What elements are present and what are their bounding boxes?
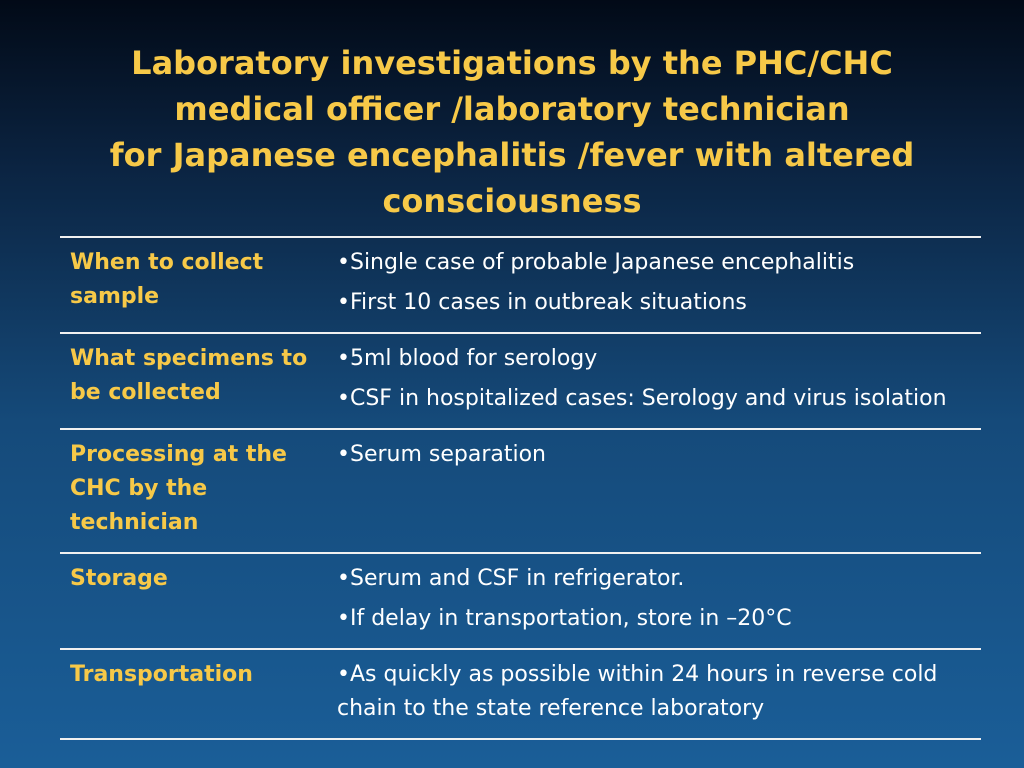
bullet-item: •As quickly as possible within 24 hours in reverse cold chain to the state reference laboratory [337, 662, 938, 721]
table-row-what-specimens [60, 333, 981, 429]
bullet-item: •Serum and CSF in refrigerator. [337, 566, 685, 591]
table-row-processing [60, 429, 981, 553]
row-value-what-specimens [327, 333, 981, 429]
row-value-when-to-collect [327, 237, 981, 333]
bullet-item: •First 10 cases in outbreak situations [337, 290, 747, 315]
table-row-transportation [60, 649, 981, 739]
table-row-when-to-collect [60, 237, 981, 333]
title-line-1: Laboratory investigations by the PHC/CHC [131, 44, 893, 82]
row-value-processing [327, 429, 981, 553]
bullet-item: •Serum separation [337, 442, 546, 467]
row-label-storage: Storage [60, 553, 327, 649]
bullet-item: •Single case of probable Japanese encephalitis [337, 250, 855, 275]
row-label-transportation: Transportation [60, 649, 327, 739]
title-line-3: for Japanese encephalitis /fever with altered [109, 136, 915, 174]
row-label-processing: Processing at the CHC by the technician [60, 429, 327, 553]
bullet-item: •If delay in transportation, store in –20°C [337, 606, 792, 631]
row-value-storage [327, 553, 981, 649]
table-row-storage [60, 553, 981, 649]
row-label-what-specimens: What specimens to be collected [60, 333, 327, 429]
row-label-when-to-collect: When to collect sample [60, 237, 327, 333]
title-line-4: consciousness [382, 182, 642, 220]
title-line-2: medical officer /laboratory technician [174, 90, 850, 128]
bullet-item: •5ml blood for serology [337, 346, 598, 371]
bullet-item: •CSF in hospitalized cases: Serology and virus isolation [337, 386, 947, 411]
slide-title [0, 40, 1024, 224]
lab-investigations-table [60, 236, 981, 740]
row-value-transportation [327, 649, 981, 739]
